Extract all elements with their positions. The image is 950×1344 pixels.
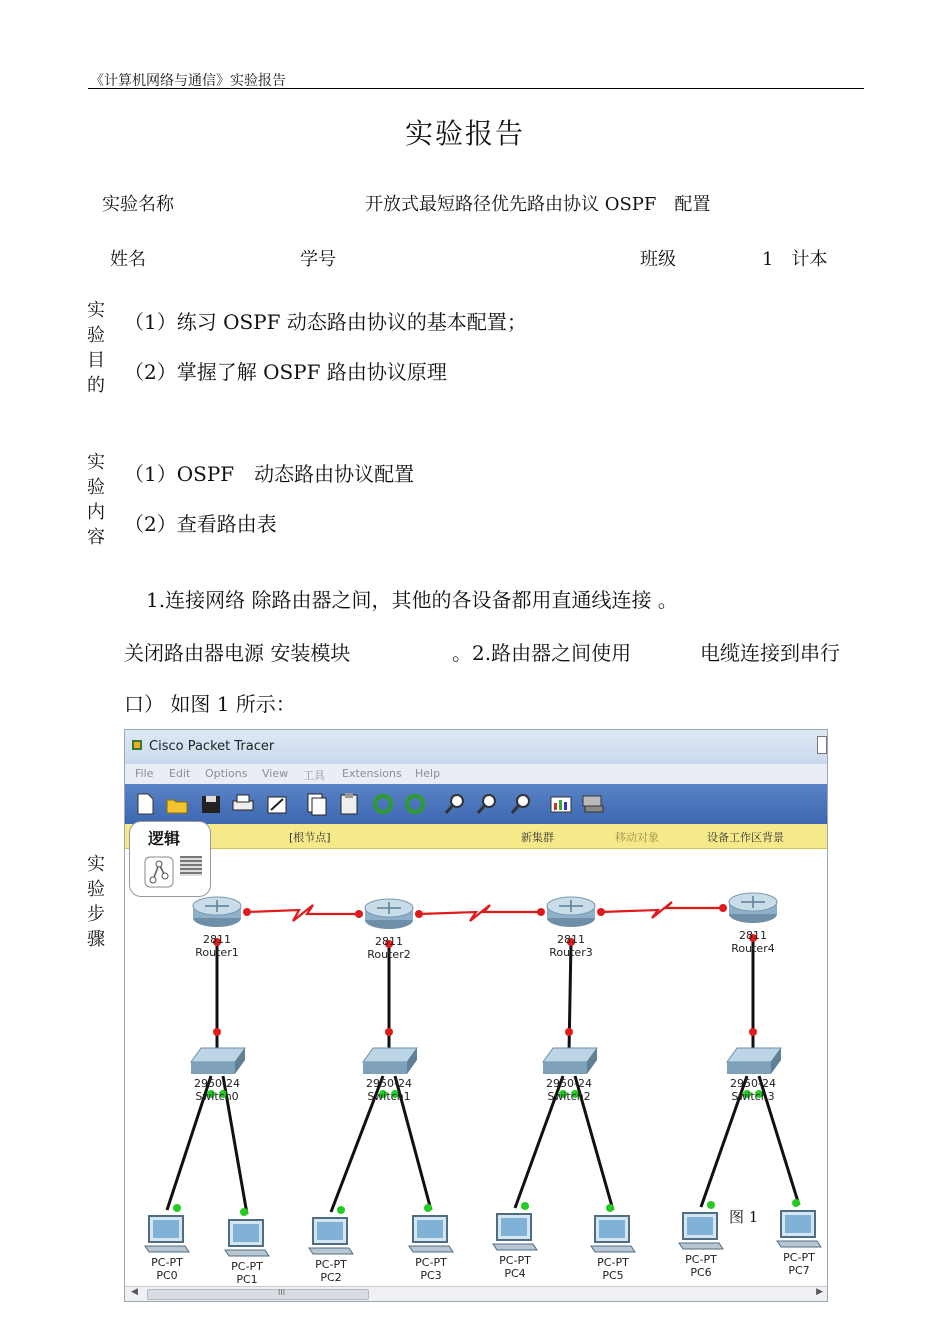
- network-topology: [125, 730, 827, 1301]
- pc-name-label: PC7: [788, 1264, 810, 1277]
- link-status-light: [173, 1204, 181, 1212]
- menu-tools[interactable]: 工具: [303, 769, 325, 782]
- horizontal-scrollbar[interactable]: [125, 1286, 827, 1301]
- pc-name-label: PC0: [156, 1269, 178, 1282]
- serial-link: [247, 905, 359, 921]
- new-cluster-button[interactable]: 新集群: [521, 831, 554, 844]
- pc-model-label: PC-PT: [499, 1254, 531, 1267]
- menu-edit[interactable]: Edit: [169, 767, 191, 780]
- switch-name-label: Switch2: [547, 1090, 591, 1103]
- router-model-label: 2811: [557, 933, 585, 946]
- pc-screen: [417, 1220, 443, 1238]
- menu-view[interactable]: View: [262, 767, 289, 780]
- class-label: 班级: [640, 249, 676, 270]
- menu-help[interactable]: Help: [415, 767, 441, 780]
- content-item-1: （1）OSPF 动态路由协议配置: [124, 462, 415, 486]
- switch-body: [727, 1062, 771, 1074]
- router-name-label: Router3: [549, 946, 593, 959]
- step-line-2a: 关闭路由器电源 安装模块: [124, 641, 351, 665]
- menu-file[interactable]: File: [135, 767, 154, 780]
- pc-keyboard: [679, 1243, 723, 1249]
- pc-model-label: PC-PT: [685, 1253, 717, 1266]
- menu-options[interactable]: Options: [205, 767, 248, 780]
- link-status-light: [213, 1028, 221, 1036]
- pc-keyboard: [777, 1241, 821, 1247]
- link-status-light: [337, 1206, 345, 1214]
- link-status-light: [240, 1208, 248, 1216]
- pc-name-label: PC4: [504, 1267, 526, 1280]
- packet-tracer-window: [124, 729, 828, 1302]
- menu-extensions[interactable]: Extensions: [342, 767, 402, 780]
- link-status-light: [385, 1028, 393, 1036]
- experiment-name-label: 实验名称: [102, 194, 174, 215]
- experiment-name-value: 开放式最短路径优先路由协议 OSPF 配置: [365, 194, 711, 215]
- switch-name-label: Switch3: [731, 1090, 775, 1103]
- switch-model-label: 2950-24: [546, 1077, 592, 1090]
- window-title: Cisco Packet Tracer: [149, 739, 275, 754]
- pc-model-label: PC-PT: [783, 1251, 815, 1264]
- pc-keyboard: [309, 1248, 353, 1254]
- content-side-label: 实 验 内 容: [87, 452, 105, 548]
- pc-keyboard: [493, 1244, 537, 1250]
- report-title: 实验报告: [404, 117, 525, 150]
- scroll-grip: III: [278, 1288, 286, 1297]
- link-status-light: [355, 910, 363, 918]
- router-name-label: Router1: [195, 946, 239, 959]
- header-rule: [88, 88, 864, 89]
- scroll-left-icon[interactable]: ◀: [131, 1287, 138, 1297]
- pc-model-label: PC-PT: [315, 1258, 347, 1271]
- step-line-1: 1.连接网络 除路由器之间，其他的各设备都用直通线连接 。: [146, 588, 678, 612]
- link-status-light: [243, 908, 251, 916]
- router-name-label: Router2: [367, 948, 411, 961]
- pc-screen: [687, 1217, 713, 1235]
- figure-caption: 图 1: [729, 1208, 759, 1226]
- serial-link: [601, 902, 723, 918]
- pc-screen: [153, 1220, 179, 1238]
- switch-body: [543, 1062, 587, 1074]
- scroll-right-icon[interactable]: ▶: [816, 1287, 823, 1297]
- pc-keyboard: [225, 1250, 269, 1256]
- pc-model-label: PC-PT: [597, 1256, 629, 1269]
- pc-name-label: PC2: [320, 1271, 342, 1284]
- pc-keyboard: [409, 1246, 453, 1252]
- pc-model-label: PC-PT: [415, 1256, 447, 1269]
- link-status-light: [537, 908, 545, 916]
- link-status-light: [565, 1028, 573, 1036]
- pc-screen: [233, 1224, 259, 1242]
- pc-screen: [317, 1222, 343, 1240]
- content-item-2: （2）查看路由表: [124, 512, 277, 536]
- link-status-light: [424, 1204, 432, 1212]
- switch-model-label: 2950-24: [194, 1077, 240, 1090]
- root-node-label[interactable]: [根节点]: [289, 831, 331, 844]
- step-line-2b: 。2.路由器之间使用: [452, 641, 632, 665]
- pc-screen: [501, 1218, 527, 1236]
- page-header: 《计算机网络与通信》实验报告: [90, 73, 286, 89]
- link-status-light: [749, 1028, 757, 1036]
- scroll-thumb[interactable]: [147, 1289, 369, 1300]
- pc-model-label: PC-PT: [151, 1256, 183, 1269]
- pc-screen: [599, 1220, 625, 1238]
- serial-link: [419, 905, 541, 921]
- purpose-item-1: （1）练习 OSPF 动态路由协议的基本配置；: [124, 310, 527, 334]
- class-value: 1 计本: [762, 249, 828, 270]
- link-status-light: [521, 1202, 529, 1210]
- pc-screen: [785, 1215, 811, 1233]
- purpose-item-2: （2）掌握了解 OSPF 路由协议原理: [124, 360, 447, 384]
- student-name-label: 姓名: [110, 249, 146, 270]
- pc-keyboard: [591, 1246, 635, 1252]
- switch-body: [191, 1062, 235, 1074]
- switch-model-label: 2950-24: [366, 1077, 412, 1090]
- purpose-side-label: 实 验 目 的: [87, 300, 105, 396]
- pc-name-label: PC6: [690, 1266, 712, 1279]
- pc-name-label: PC1: [236, 1273, 258, 1286]
- link-status-light: [707, 1201, 715, 1209]
- student-id-label: 学号: [300, 249, 336, 270]
- pc-name-label: PC5: [602, 1269, 624, 1282]
- switch-name-label: Switch0: [195, 1090, 239, 1103]
- pc-model-label: PC-PT: [231, 1260, 263, 1273]
- pc-keyboard: [145, 1246, 189, 1252]
- router-name-label: Router4: [731, 942, 775, 955]
- step-line-3: 口） 如图 1 所示：: [124, 692, 296, 716]
- link-status-light: [597, 908, 605, 916]
- workspace-background-button[interactable]: 设备工作区背景: [707, 831, 784, 844]
- steps-side-label: 实 验 步 骤: [87, 854, 105, 950]
- logical-tab-label: 逻辑: [148, 829, 181, 848]
- link-status-light: [719, 904, 727, 912]
- link-status-light: [792, 1199, 800, 1207]
- link-status-light: [606, 1204, 614, 1212]
- link-status-light: [415, 910, 423, 918]
- switch-model-label: 2950-24: [730, 1077, 776, 1090]
- router-model-label: 2811: [739, 929, 767, 942]
- pc-name-label: PC3: [420, 1269, 442, 1282]
- move-object-button[interactable]: 移动对象: [615, 831, 659, 844]
- step-line-2c: 电缆连接到串行: [700, 641, 840, 665]
- switch-name-label: Switch1: [367, 1090, 411, 1103]
- switch-body: [363, 1062, 407, 1074]
- router-model-label: 2811: [375, 935, 403, 948]
- router-model-label: 2811: [203, 933, 231, 946]
